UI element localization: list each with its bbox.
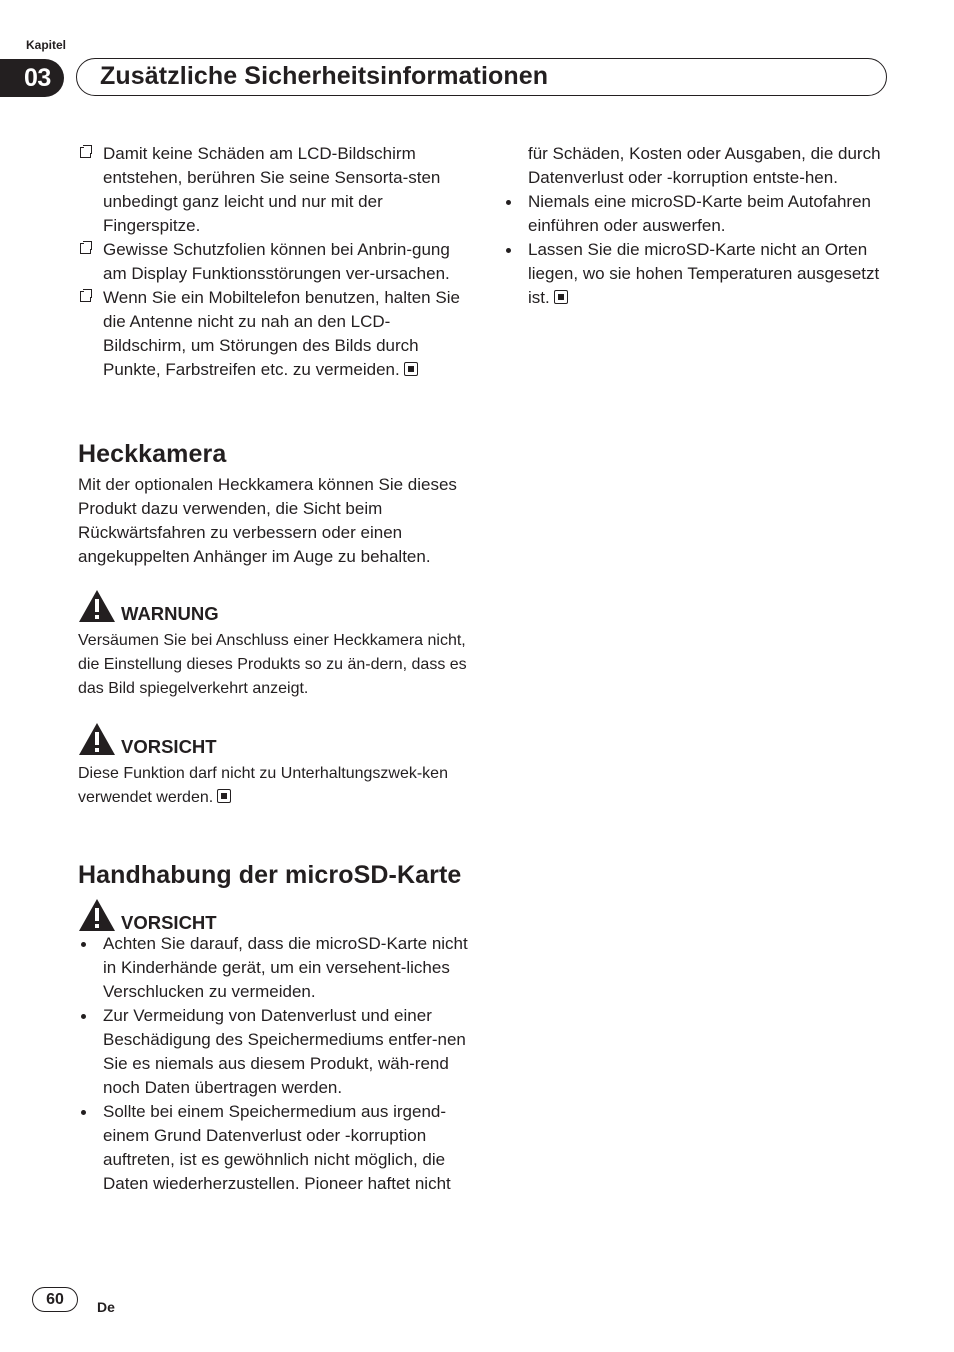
- microsd-caution-list: [78, 932, 470, 1196]
- list-item-text: Lassen Sie die microSD-Karte nicht an Orten liegen, wo sie hohen Temperaturen ausgesetzt ist.: [528, 240, 880, 307]
- microsd-caution-list-continued: [503, 142, 895, 310]
- microsd-heading: Handhabung der microSD-Karte: [78, 861, 462, 889]
- list-item-text: Zur Vermeidung von Datenverlust und einer Beschädigung des Speichermediums entfer-nen Sie es niemals aus diesem Produkt, wäh-rend noch Daten übertragen werden.: [103, 1006, 466, 1097]
- caution-heading: [78, 898, 470, 932]
- heckkamera-body: Mit der optionalen Heckkamera können Sie dieses Produkt dazu verwenden, die Sicht beim Rückwärtsfahren zu verbessern oder einen angekuppelten Anhänger im Auge zu behalten.: [78, 475, 457, 566]
- list-item: [78, 142, 470, 238]
- list-item-text: Wenn Sie ein Mobiltelefon benutzen, halten Sie die Antenne nicht zu nah an den LCD-Bildschirm, um Störungen des Bilds durch Punkte, Farbstreifen etc. zu vermeiden.: [103, 288, 460, 379]
- caution-text-content: Diese Funktion darf nicht zu Unterhaltungszwek-ken verwendet werden.: [78, 765, 448, 806]
- language-code: De: [97, 1299, 115, 1315]
- caution-triangle-icon: [78, 722, 116, 756]
- caution-triangle-icon: [78, 898, 116, 932]
- list-item-text: Niemals eine microSD-Karte beim Autofahren einführen oder auswerfen.: [528, 192, 871, 235]
- bullet-icon: [81, 1014, 86, 1019]
- list-item: [503, 190, 895, 238]
- caution-label: VORSICHT: [121, 736, 217, 757]
- bullet-icon: [506, 248, 511, 253]
- kapitel-label: Kapitel: [26, 38, 67, 52]
- section-end-icon: [217, 789, 231, 803]
- chapter-number-tab: 03: [0, 59, 64, 97]
- caution-text: [78, 762, 470, 810]
- page-number: 60: [32, 1287, 78, 1312]
- left-column: [78, 142, 470, 1196]
- warning-label: WARNUNG: [121, 603, 219, 624]
- section-end-icon: [554, 290, 568, 304]
- right-column: [503, 142, 895, 310]
- list-item: [78, 238, 470, 286]
- list-item: [78, 1004, 470, 1100]
- list-item-text: Sollte bei einem Speichermedium aus irgend-einem Grund Datenverlust oder -korruption auftreten, ist es gewöhnlich nicht möglich, die Daten wiederherzustellen. Pioneer haftet nicht: [103, 1102, 451, 1193]
- caution-label: VORSICHT: [121, 912, 217, 933]
- checkbox-bullet-icon: [80, 147, 91, 158]
- list-item: [78, 286, 470, 382]
- checkbox-bullet-icon: [80, 243, 91, 254]
- list-item: [503, 238, 895, 310]
- list-item: [78, 1100, 470, 1196]
- checkbox-bullet-icon: [80, 291, 91, 302]
- bullet-icon: [81, 1110, 86, 1115]
- caution-heading: [78, 722, 470, 762]
- list-item-text: Gewisse Schutzfolien können bei Anbrin-gung am Display Funktionsstörungen ver-ursachen.: [103, 240, 450, 283]
- list-item-text: für Schäden, Kosten oder Ausgaben, die durch Datenverlust oder -korruption entste-hen.: [528, 144, 881, 187]
- bullet-icon: [506, 200, 511, 205]
- warning-text: Versäumen Sie bei Anschluss einer Heckkamera nicht, die Einstellung dieses Produkts so zu än-dern, dass es das Bild spiegelverkehrt anzeigt.: [78, 632, 467, 697]
- bullet-icon: [81, 942, 86, 947]
- chapter-title: Zusätzliche Sicherheitsinformationen: [100, 62, 549, 90]
- lcd-notes-list: [78, 142, 470, 382]
- list-item-text: Damit keine Schäden am LCD-Bildschirm entstehen, berühren Sie seine Sensorta-sten unbedingt ganz leicht und nur mit der Fingerspitze.: [103, 144, 441, 235]
- list-item-text: Achten Sie darauf, dass die microSD-Karte nicht in Kinderhände gerät, um ein versehent-liches Verschlucken zu vermeiden.: [103, 934, 468, 1001]
- section-end-icon: [404, 362, 418, 376]
- list-item: [78, 932, 470, 1004]
- warning-triangle-icon: [78, 589, 116, 623]
- heckkamera-heading: Heckkamera: [78, 440, 227, 468]
- warning-heading: [78, 589, 470, 629]
- list-item: [503, 142, 895, 190]
